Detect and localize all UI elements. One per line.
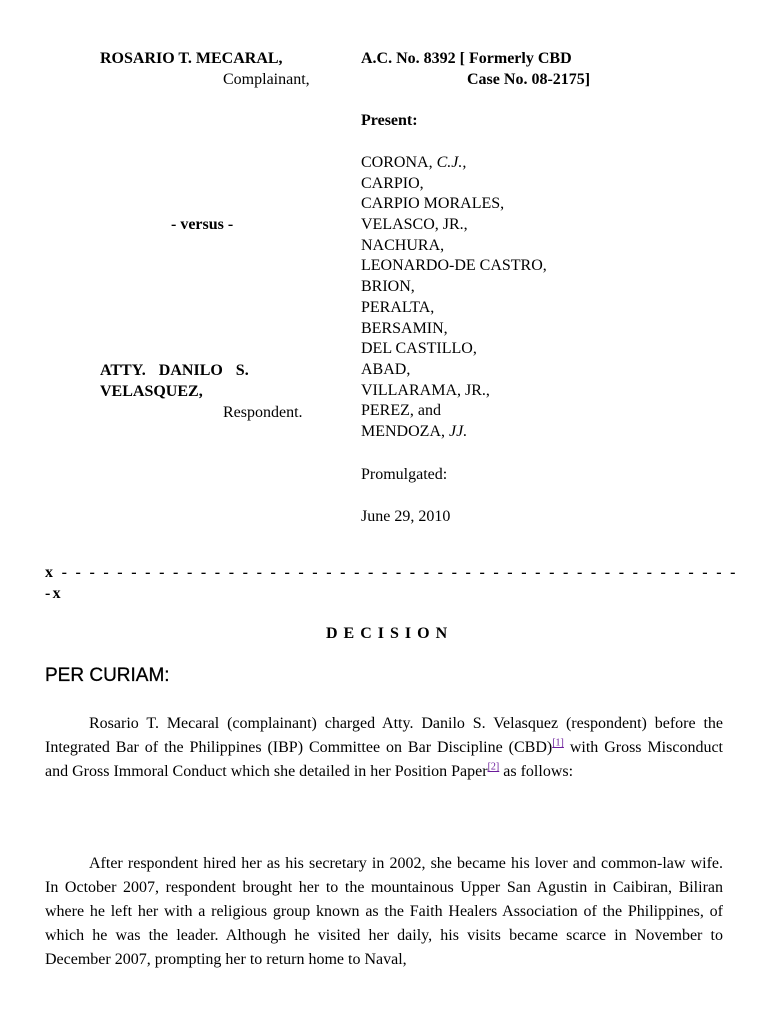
respondent-name-line2: VELASQUEZ,	[100, 383, 203, 400]
respondent-name-line1: ATTY. DANILO S.	[100, 362, 249, 379]
footnote-link-2[interactable]: [2]	[487, 761, 500, 773]
justice-item: VILLARAMA, JR.,	[361, 381, 490, 399]
present-label: Present:	[361, 112, 418, 129]
case-number-line1: A.C. No. 8392 [ Formerly CBD	[361, 50, 572, 67]
complainant-name: ROSARIO T. MECARAL,	[100, 50, 283, 67]
caption-separator	[45, 562, 738, 604]
versus-label: - versus -	[171, 216, 234, 233]
decision-heading: D E C I S I O N	[326, 625, 449, 642]
justice-item: PEREZ, and	[361, 402, 441, 420]
justice-item: CARPIO,	[361, 174, 424, 192]
respondent-role: Respondent.	[223, 404, 303, 421]
justice-item: DEL CASTILLO,	[361, 340, 477, 358]
justice-item: LEONARDO-DE CASTRO,	[361, 257, 547, 275]
per-curiam-heading: PER CURIAM:	[45, 665, 170, 686]
case-number-line2: Case No. 08-2175]	[467, 71, 591, 88]
justice-item: ABAD,	[361, 360, 411, 378]
body-paragraph-1: Rosario T. Mecaral (complainant) charged Atty. Danilo S. Velasquez (respondent) before the Integrated Bar of the Philippines (IBP) Committee on Bar Discipline (CBD)[1] with Gross Misconduct and Gross Immoral Conduct which she detailed in her Position Paper[2] as follows:	[45, 715, 724, 780]
separator-line: x - - - - - - - - - - - - - - - - - - - - - - - - - - - - - - - - - - - - - - - - - - - - - - - - -	[45, 564, 738, 581]
justice-item: PERALTA,	[361, 298, 435, 316]
justices-list	[361, 153, 547, 443]
justice-item: VELASCO, JR.,	[361, 216, 468, 234]
justice-item: BRION,	[361, 278, 415, 296]
body-paragraph-2: After respondent hired her as his secretary in 2002, she became his lover and common-law wife. In October 2007, respondent brought her to the mountainous Upper San Agustin in Caibiran, Biliran where he left her with a religious group known as the Faith Healers Association of the Philippines, of which he was the leader. Although he visited her daily, his visits became scarce in November to December 2007, prompting her to return home to Naval,	[45, 855, 723, 968]
complainant-role: Complainant,	[223, 71, 310, 88]
justice-item: CORONA, C.J.,	[361, 154, 467, 171]
separator-end: -x	[45, 585, 63, 602]
promulgated-date: June 29, 2010	[361, 508, 451, 525]
justice-item: MENDOZA, JJ.	[361, 422, 468, 440]
justice-item: CARPIO MORALES,	[361, 195, 505, 213]
footnote-link-1[interactable]: [1]	[552, 737, 564, 749]
justice-item: NACHURA,	[361, 236, 445, 254]
promulgated-label: Promulgated:	[361, 466, 448, 483]
justice-item: BERSAMIN,	[361, 319, 448, 337]
